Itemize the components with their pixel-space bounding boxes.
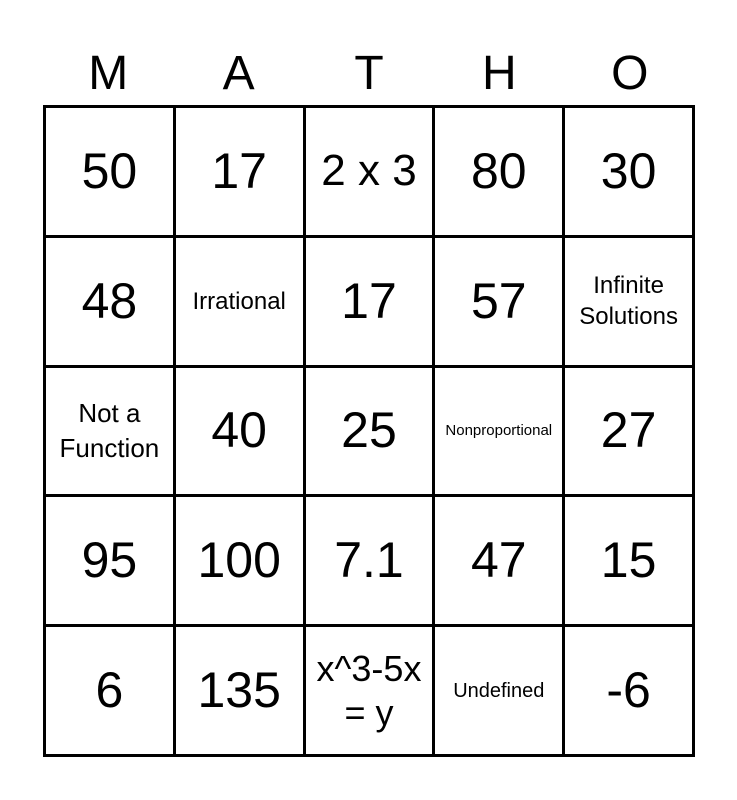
bingo-cell: Infinite Solutions — [565, 238, 695, 368]
bingo-cell: Not a Function — [46, 368, 176, 498]
bingo-cell: 17 — [306, 238, 436, 368]
header-letter-o: O — [611, 47, 649, 100]
bingo-cell: 6 — [46, 627, 176, 757]
bingo-cell: 17 — [176, 108, 306, 238]
bingo-cell: 80 — [435, 108, 565, 238]
bingo-cell: 25 — [306, 368, 436, 498]
bingo-cell: Undefined — [435, 627, 565, 757]
bingo-cell: 7.1 — [306, 497, 436, 627]
bingo-cell: -6 — [565, 627, 695, 757]
bingo-cell: 47 — [435, 497, 565, 627]
bingo-cell: Irrational — [176, 238, 306, 368]
bingo-header — [43, 44, 695, 104]
bingo-cell: 100 — [176, 497, 306, 627]
bingo-cell: 15 — [565, 497, 695, 627]
header-letter-t: T — [354, 47, 384, 100]
bingo-cell: 30 — [565, 108, 695, 238]
bingo-cell: 135 — [176, 627, 306, 757]
header-letter-h: H — [482, 47, 517, 100]
bingo-cell: x^3-5x = y — [306, 627, 436, 757]
bingo-cell: 2 x 3 — [306, 108, 436, 238]
bingo-cell: 40 — [176, 368, 306, 498]
bingo-cell: 27 — [565, 368, 695, 498]
bingo-board — [43, 105, 695, 757]
bingo-cell: 95 — [46, 497, 176, 627]
bingo-cell: 48 — [46, 238, 176, 368]
bingo-cell: 57 — [435, 238, 565, 368]
bingo-cell: 50 — [46, 108, 176, 238]
header-letter-m: M — [88, 47, 129, 100]
header-letter-a: A — [222, 47, 255, 100]
bingo-cell: Nonproportional — [435, 368, 565, 498]
